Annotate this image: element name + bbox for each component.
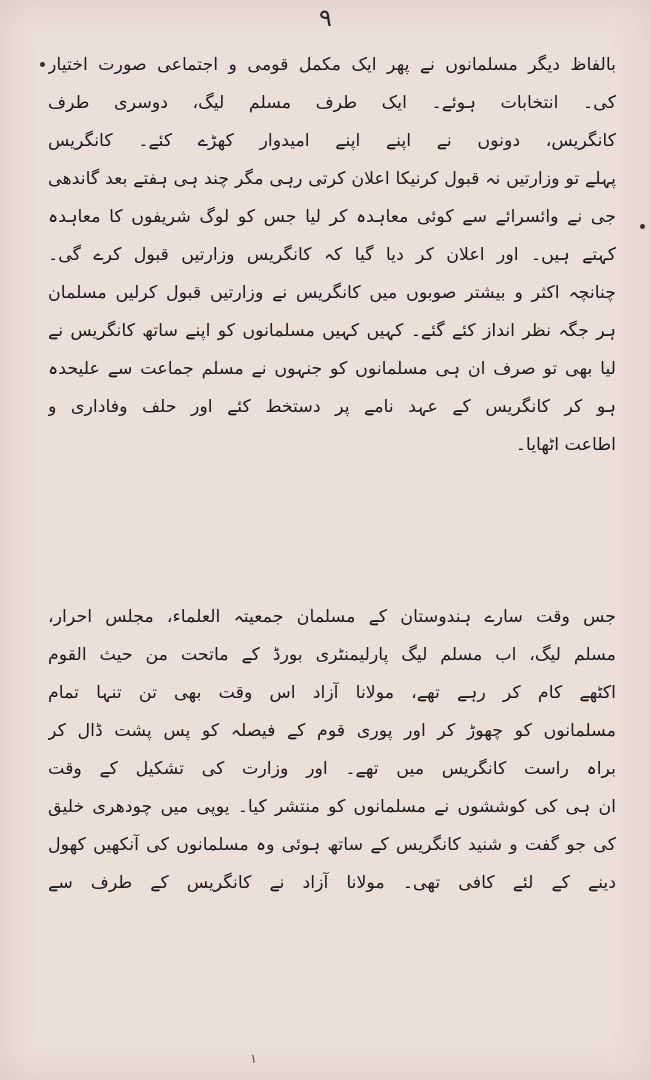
text-line: کانگریس، دونوں نے اپنے اپنے امیدوار کھڑے کئے۔ کانگریس (48, 131, 616, 151)
text-line: کہتے ہیں۔ اور اعلان کر دیا گیا کہ کانگریس وزارتیں قبول کرے گی۔ (48, 245, 616, 265)
text-line: مسلمانوں کو چھوڑ کر اور پوری قوم کے فیصلہ کو پس پشت ڈال کر (48, 721, 616, 741)
text-line: جس وقت سارے ہندوستان کے مسلمان جمعیتہ العلماء، مجلس احرار، (48, 607, 616, 627)
page-number: ۹ (319, 4, 332, 32)
text-line: چنانچہ اکثر و بیشتر صوبوں میں کانگریس نے وزارتیں قبول کرلیں مسلمان (48, 283, 616, 303)
text-line: جی نے وائسرائے سے کوئی معاہدہ کر لیا جس کو لوگ شریفوں کا معاہدہ (48, 207, 616, 227)
text-line: دینے کے لئے کافی تھی۔ مولانا آزاد نے کانگریس کے طرف سے (48, 873, 616, 893)
margin-dot-icon (40, 62, 45, 67)
margin-dot-icon (640, 224, 645, 229)
text-line: ہر جگہ نظر انداز کئے گئے۔ کہیں کہیں مسلمانوں کو اپنے ساتھ کانگریس نے (48, 321, 616, 341)
paragraph-2 (48, 598, 616, 902)
text-line: پہلے تو وزارتیں نہ قبول کرنیکا اعلان کرتی رہی مگر چند ہی ہفتے بعد گاندھی (48, 169, 616, 189)
text-line: ہو کر کانگریس کے عہد نامے پر دستخط کئے اور حلف وفاداری و (48, 397, 616, 417)
text-line: لیا بھی تو صرف ان ہی مسلمانوں کو جنہوں نے مسلم جماعت سے علیحدہ (48, 359, 616, 379)
bottom-mark: ۱ (250, 1052, 257, 1067)
text-line: کی جو گفت و شنید کانگریس کے ساتھ ہوئی وہ مسلمانوں کی آنکھیں کھول (48, 835, 616, 855)
paragraph-1 (48, 46, 616, 464)
text-line: اکٹھے کام کر رہے تھے، مولانا آزاد اس وقت بھی تن تنہا تمام (48, 683, 616, 703)
text-line: اطاعت اٹھایا۔ (515, 435, 616, 455)
text-line: مسلم لیگ، اب مسلم لیگ پارلیمنٹری بورڈ کے ماتحت من حیث القوم (48, 645, 616, 665)
text-line: کی۔ انتخابات ہوئے۔ ایک طرف مسلم لیگ، دوسری طرف (48, 93, 616, 113)
text-line: بالفاظ دیگر مسلمانوں نے پھر ایک مکمل قومی و اجتماعی صورت اختیار (48, 55, 616, 75)
text-line: ان ہی کی کوششوں نے مسلمانوں کو منتشر کیا۔ یوپی میں چودھری خلیق (48, 797, 616, 817)
text-line: براہ راست کانگریس میں تھے۔ اور وزارت کی تشکیل کے وقت (48, 759, 616, 779)
